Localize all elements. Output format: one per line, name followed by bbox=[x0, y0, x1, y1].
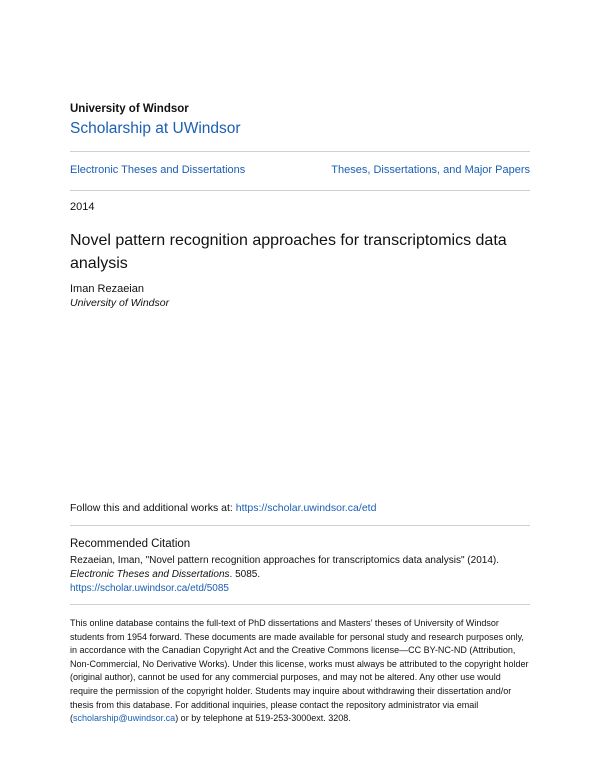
follow-line bbox=[70, 502, 376, 514]
copyright-notice bbox=[70, 617, 535, 726]
notice-line bbox=[70, 712, 535, 726]
notice-line: require the permission of the copyright holder. Students may inquire about withdrawing their dissertation and/or bbox=[70, 685, 512, 696]
theses-collection-link[interactable]: Theses, Dissertations, and Major Papers bbox=[331, 164, 530, 176]
follow-url-link[interactable]: https://scholar.uwindsor.ca/etd bbox=[235, 502, 377, 514]
divider-citation bbox=[70, 525, 530, 526]
etd-collection-link[interactable]: Electronic Theses and Dissertations bbox=[70, 164, 246, 176]
author-affiliation: University of Windsor bbox=[70, 297, 170, 309]
notice-phone-text: ) or by telephone at 519-253-3000ext. 3208. bbox=[175, 713, 351, 724]
citation-url-link[interactable]: https://scholar.uwindsor.ca/etd/5085 bbox=[70, 583, 229, 594]
citation-series: Electronic Theses and Dissertations bbox=[70, 569, 230, 580]
repository-link[interactable]: Scholarship at UWindsor bbox=[70, 120, 241, 137]
notice-line: (original author), cannot be used for any commercial purposes, and may not be altered. Any other use would bbox=[70, 672, 501, 683]
notice-line: Non-Commercial, No Derivative Works). Under this license, works must always be attributed to the copyright holder bbox=[70, 658, 529, 669]
university-name: University of Windsor bbox=[70, 103, 189, 115]
email-link[interactable]: scholarship@uwindsor.ca bbox=[73, 713, 176, 724]
notice-line: thesis from this database. For additional inquiries, please contact the repository administrator via email bbox=[70, 699, 479, 710]
notice-line: students from 1954 forward. These documents are made available for personal study and research purposes only, bbox=[70, 631, 524, 642]
divider-top bbox=[70, 151, 530, 152]
citation-line: Rezaeian, Iman, "Novel pattern recognition approaches for transcriptomics data analysis" (2014). bbox=[70, 555, 499, 566]
citation-heading: Recommended Citation bbox=[70, 538, 191, 550]
notice-line: in accordance with the Canadian Copyright Act and the Creative Commons license—CC BY-NC-ND (Attribution, bbox=[70, 645, 516, 656]
notice-line: This online database contains the full-text of PhD dissertations and Masters’ theses of University of Windsor bbox=[70, 618, 499, 628]
document-title: Novel pattern recognition approaches for transcriptomics data analysis bbox=[70, 232, 507, 272]
publication-year: 2014 bbox=[70, 201, 95, 213]
citation-number: . 5085. bbox=[229, 569, 261, 580]
divider-nav bbox=[70, 190, 530, 191]
citation-series-line bbox=[70, 569, 260, 580]
notice-paren: ( bbox=[70, 713, 73, 724]
author-name: Iman Rezaeian bbox=[70, 283, 144, 295]
follow-text: Follow this and additional works at: bbox=[70, 502, 236, 514]
divider-notice bbox=[70, 604, 530, 605]
